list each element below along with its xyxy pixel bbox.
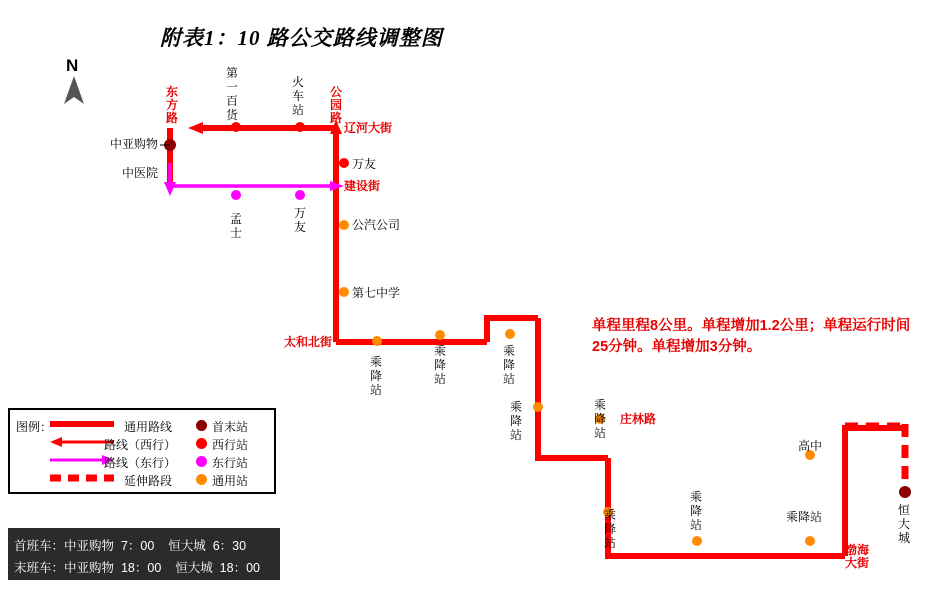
station-dot-chengjiang-3: [505, 329, 515, 339]
label-chengjiangzhan-5: 乘降站: [594, 398, 607, 440]
legend-label-1: 路线（西行）: [104, 438, 177, 452]
route-east: [164, 163, 344, 196]
station-dot-chengjiang-1: [372, 336, 382, 346]
label-chengjiangzhan-1: 乘降站: [370, 355, 383, 397]
station-dot-chengjiang-8: [805, 536, 815, 546]
station-dot-wanyou-west: [339, 158, 349, 168]
label-huochezhan: 火车站: [292, 75, 305, 117]
label-diqizhongxue: 第七中学: [352, 286, 401, 300]
schedule-first-time-1: 6：30: [212, 539, 247, 553]
label-chengjiangzhan-6: 乘降站: [604, 508, 617, 550]
schedule-last-station-0: 中亚购物: [64, 561, 115, 575]
station-dot-diqizhongxue: [339, 287, 349, 297]
label-gongqi: 公汽公司: [352, 218, 401, 232]
legend-label-3: 延伸路段: [124, 474, 173, 488]
north-arrow-icon: [62, 76, 86, 106]
schedule-last-label: 末班车：: [14, 561, 65, 575]
station-dot-chengjiang-7: [692, 536, 702, 546]
label-chengjiangzhan-3: 乘降站: [503, 344, 516, 386]
schedule-first-label: 首班车：: [14, 539, 65, 553]
label-gaozhong: 高中: [798, 439, 823, 453]
legend-dot-label-0: 首末站: [212, 420, 249, 434]
route-extension: [845, 424, 905, 492]
label-zhongya: 中亚购物: [110, 137, 159, 151]
label-bohai-dajie: 渤海大街: [845, 543, 870, 570]
schedule-first-time-0: 7：00: [120, 539, 155, 553]
schedule-last-station-1: 恒大城: [175, 561, 213, 575]
legend-dot-terminal: [196, 420, 207, 431]
station-dot-huochezhan: [295, 122, 305, 132]
label-wanyou-east: 万友: [294, 206, 307, 234]
legend-dot-label-3: 通用站: [212, 474, 249, 488]
label-dongfang-lu: 东方路: [166, 85, 179, 125]
legend-dot-label-2: 东行站: [212, 456, 249, 470]
station-dot-chengjiang-4: [533, 402, 543, 412]
legend-dot-west: [196, 438, 207, 449]
legend-title: 图例：: [16, 420, 53, 434]
schedule-last-time-0: 18：00: [120, 561, 162, 575]
schedule-first-station-0: 中亚购物: [64, 539, 115, 553]
label-wanyou-west: 万友: [352, 157, 377, 171]
label-jianshe-jie: 建设街: [344, 179, 381, 193]
legend-label-2: 路线（东行）: [104, 456, 177, 470]
station-dot-gongqi: [339, 220, 349, 230]
label-diyibaihuo: 第一百货: [226, 66, 239, 122]
schedule-last-time-1: 18：00: [219, 561, 260, 575]
legend-dot-east: [196, 456, 207, 467]
legend-dot-label-1: 西行站: [212, 438, 249, 452]
label-mengshi: 孟士: [230, 212, 243, 240]
compass-label: N: [66, 56, 79, 75]
label-hengdacheng: 恒大城: [898, 503, 911, 545]
route-note: 单程里程8公里。单程增加1.2公里；单程运行时间25分钟。单程增加3分钟。: [592, 318, 911, 355]
label-zhongyiyuan: 中医院: [122, 166, 159, 180]
label-zhuanglin-lu: 庄林路: [620, 412, 657, 426]
station-dot-diyibaihuo: [231, 122, 241, 132]
label-chengjiangzhan-8: 乘降站: [786, 510, 823, 524]
station-dot-wanyou-east: [295, 190, 305, 200]
label-taihe-beijie: 太和北街: [284, 335, 333, 349]
label-chengjiangzhan-2: 乘降站: [434, 344, 447, 386]
page-title: 附表1：10 路公交路线调整图: [160, 26, 443, 50]
label-liaohe-dajie: 辽河大街: [344, 121, 393, 135]
schedule-box: [8, 528, 280, 580]
schedule-first-station-1: 恒大城: [168, 539, 206, 553]
legend-label-0: 通用路线: [124, 420, 173, 434]
label-chengjiangzhan-4: 乘降站: [510, 400, 523, 442]
station-dot-hengdacheng-terminal: [899, 486, 911, 498]
station-dot-mengshi: [231, 190, 241, 200]
legend-dot-common: [196, 474, 207, 485]
station-dot-chengjiang-2: [435, 330, 445, 340]
label-gongyuan-lu: 公园路: [330, 85, 343, 125]
label-chengjiangzhan-7: 乘降站: [690, 490, 703, 532]
